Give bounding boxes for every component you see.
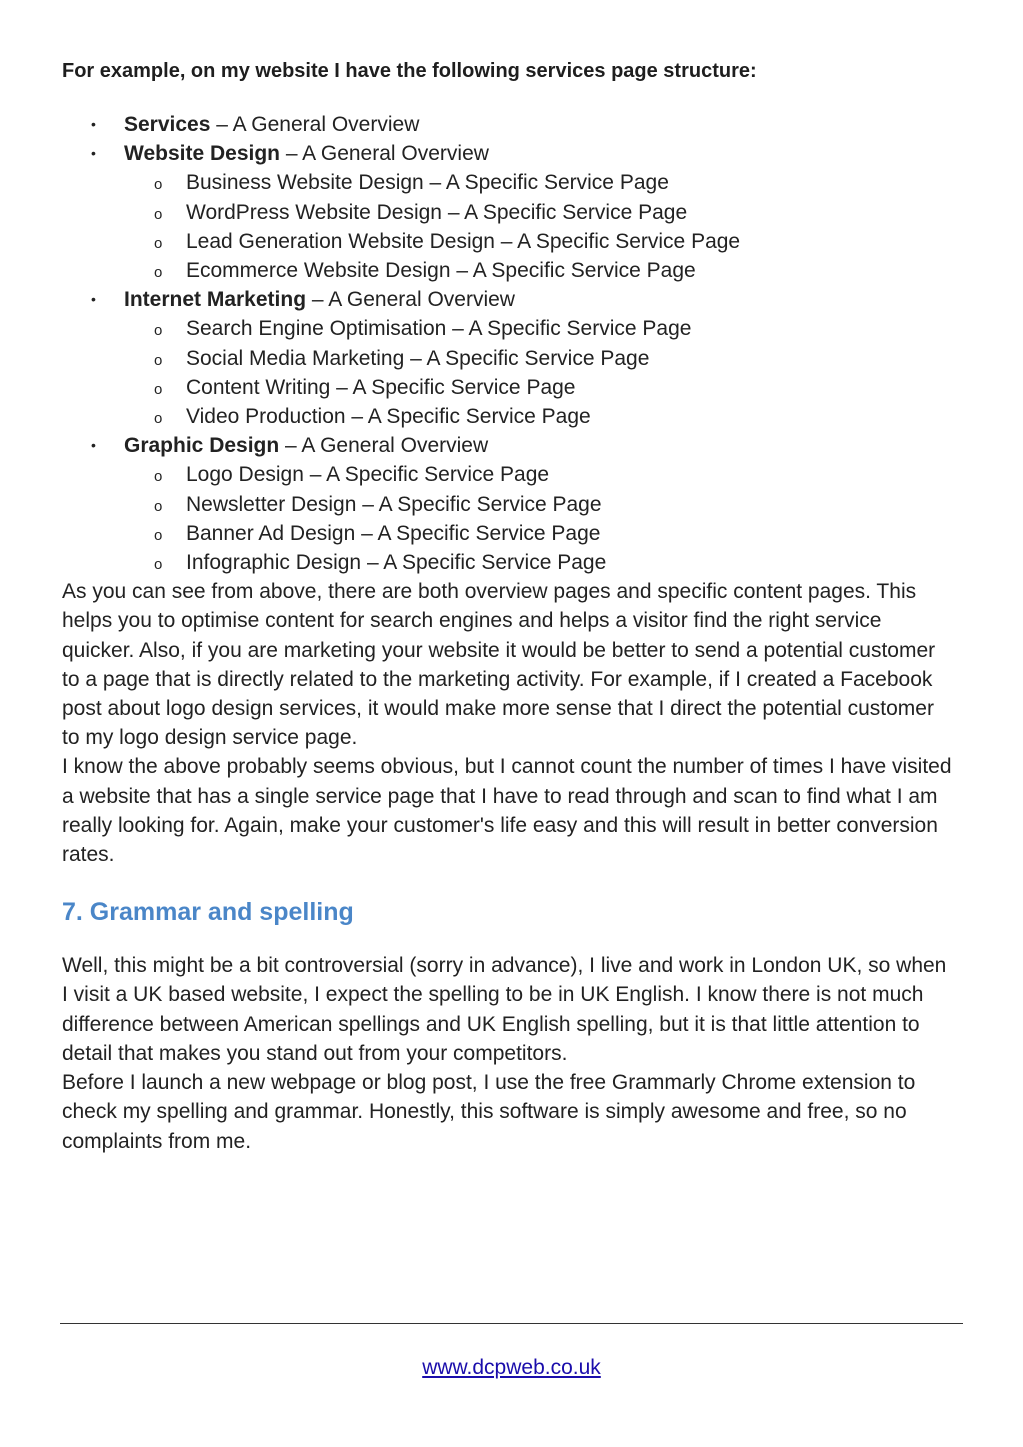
- circle-bullet-icon: o: [154, 410, 163, 428]
- bullet-icon: •: [91, 291, 96, 308]
- paragraph-overview: As you can see from above, there are both overview pages and specific content pages. This helps you to optimise content for search engines and helps a visitor find the right service quicker. Also, if you are marketing your website it would be better to send a potential customer to a page that is directly related to the marketing activity. For example, if I created a Facebook post about logo design services, it would make more sense that I direct the potential customer to my logo design service page.: [62, 580, 936, 750]
- circle-bullet-icon: o: [154, 380, 163, 398]
- subservice-text: Video Production – A Specific Service Page: [186, 405, 591, 429]
- bullet-icon: •: [91, 437, 96, 454]
- subservice-item: [124, 168, 952, 197]
- subservice-list: [124, 314, 952, 431]
- service-name: Internet Marketing: [124, 288, 307, 312]
- circle-bullet-icon: o: [154, 497, 163, 515]
- paragraph-grammarly: Before I launch a new webpage or blog post, I use the free Grammarly Chrome extension to check my spelling and grammar. Honestly, this software is simply awesome and free, so no complaints from me.: [62, 1071, 916, 1153]
- document-page: [62, 58, 952, 1156]
- subservice-text: Banner Ad Design – A Specific Service Page: [186, 521, 601, 545]
- service-desc: – A General Overview: [210, 113, 420, 136]
- subservice-item: [124, 402, 952, 431]
- subservice-text: Social Media Marketing – A Specific Service Page: [186, 346, 650, 370]
- service-name: Services: [124, 113, 211, 136]
- subservice-item: [124, 227, 952, 256]
- service-desc: – A General Overview: [279, 434, 489, 458]
- subservice-list: [124, 168, 952, 285]
- circle-bullet-icon: o: [154, 322, 163, 340]
- service-desc: – A General Overview: [279, 142, 489, 166]
- circle-bullet-icon: o: [154, 468, 163, 486]
- subservice-text: Ecommerce Website Design – A Specific Service Page: [186, 259, 696, 283]
- circle-bullet-icon: o: [154, 556, 163, 574]
- subservice-text: Newsletter Design – A Specific Service Page: [186, 492, 602, 516]
- service-item: [62, 139, 952, 285]
- circle-bullet-icon: o: [154, 234, 163, 252]
- service-desc: – A General Overview: [306, 288, 515, 312]
- footer-divider: [60, 1323, 963, 1324]
- service-item: [62, 431, 952, 577]
- service-item: [62, 110, 952, 139]
- service-item: [62, 285, 952, 431]
- subservice-text: Logo Design – A Specific Service Page: [186, 463, 550, 487]
- footer-link[interactable]: www.dcpweb.co.uk: [422, 1356, 601, 1379]
- subservice-item: [124, 519, 952, 548]
- subservice-text: Lead Generation Website Design – A Specific Service Page: [186, 229, 741, 253]
- service-name: Graphic Design: [124, 434, 280, 458]
- paragraph-spelling: Well, this might be a bit controversial (sorry in advance), I live and work in London UK, so when I visit a UK based website, I expect the spelling to be in UK English. I know there is not much difference between American spellings and UK English spelling, but it is that little attention to detail that makes you stand out from your competitors.: [62, 954, 947, 1065]
- subservice-text: Content Writing – A Specific Service Page: [186, 375, 576, 399]
- subservice-text: WordPress Website Design – A Specific Service Page: [186, 200, 688, 224]
- subservice-item: [124, 198, 952, 227]
- subservice-item: [124, 256, 952, 285]
- service-name: Website Design: [124, 142, 280, 166]
- intro-text: For example, on my website I have the following services page structure:: [62, 60, 757, 82]
- section-heading: 7. Grammar and spelling: [62, 898, 354, 927]
- circle-bullet-icon: o: [154, 176, 163, 194]
- circle-bullet-icon: o: [154, 526, 163, 544]
- bullet-icon: •: [91, 116, 96, 132]
- subservice-item: [124, 548, 952, 577]
- circle-bullet-icon: o: [154, 264, 163, 282]
- circle-bullet-icon: o: [154, 205, 163, 223]
- subservice-text: Infographic Design – A Specific Service Page: [186, 551, 607, 575]
- circle-bullet-icon: o: [154, 351, 163, 369]
- subservice-text: Search Engine Optimisation – A Specific Service Page: [186, 317, 692, 341]
- paragraph-obvious: I know the above probably seems obvious, but I cannot count the number of times I have visited a website that has a single service page that I have to read through and scan to find what I am really looking for. Again, make your customer's life easy and this will result in better conversion rates.: [62, 755, 952, 867]
- bullet-icon: •: [91, 145, 96, 162]
- subservice-item: [124, 344, 952, 373]
- subservice-item: [124, 314, 952, 343]
- subservice-item: [124, 373, 952, 402]
- subservice-item: [124, 460, 952, 489]
- subservice-text: Business Website Design – A Specific Service Page: [186, 171, 669, 195]
- services-list: [62, 110, 952, 577]
- subservice-item: [124, 490, 952, 519]
- subservice-list: [124, 460, 952, 577]
